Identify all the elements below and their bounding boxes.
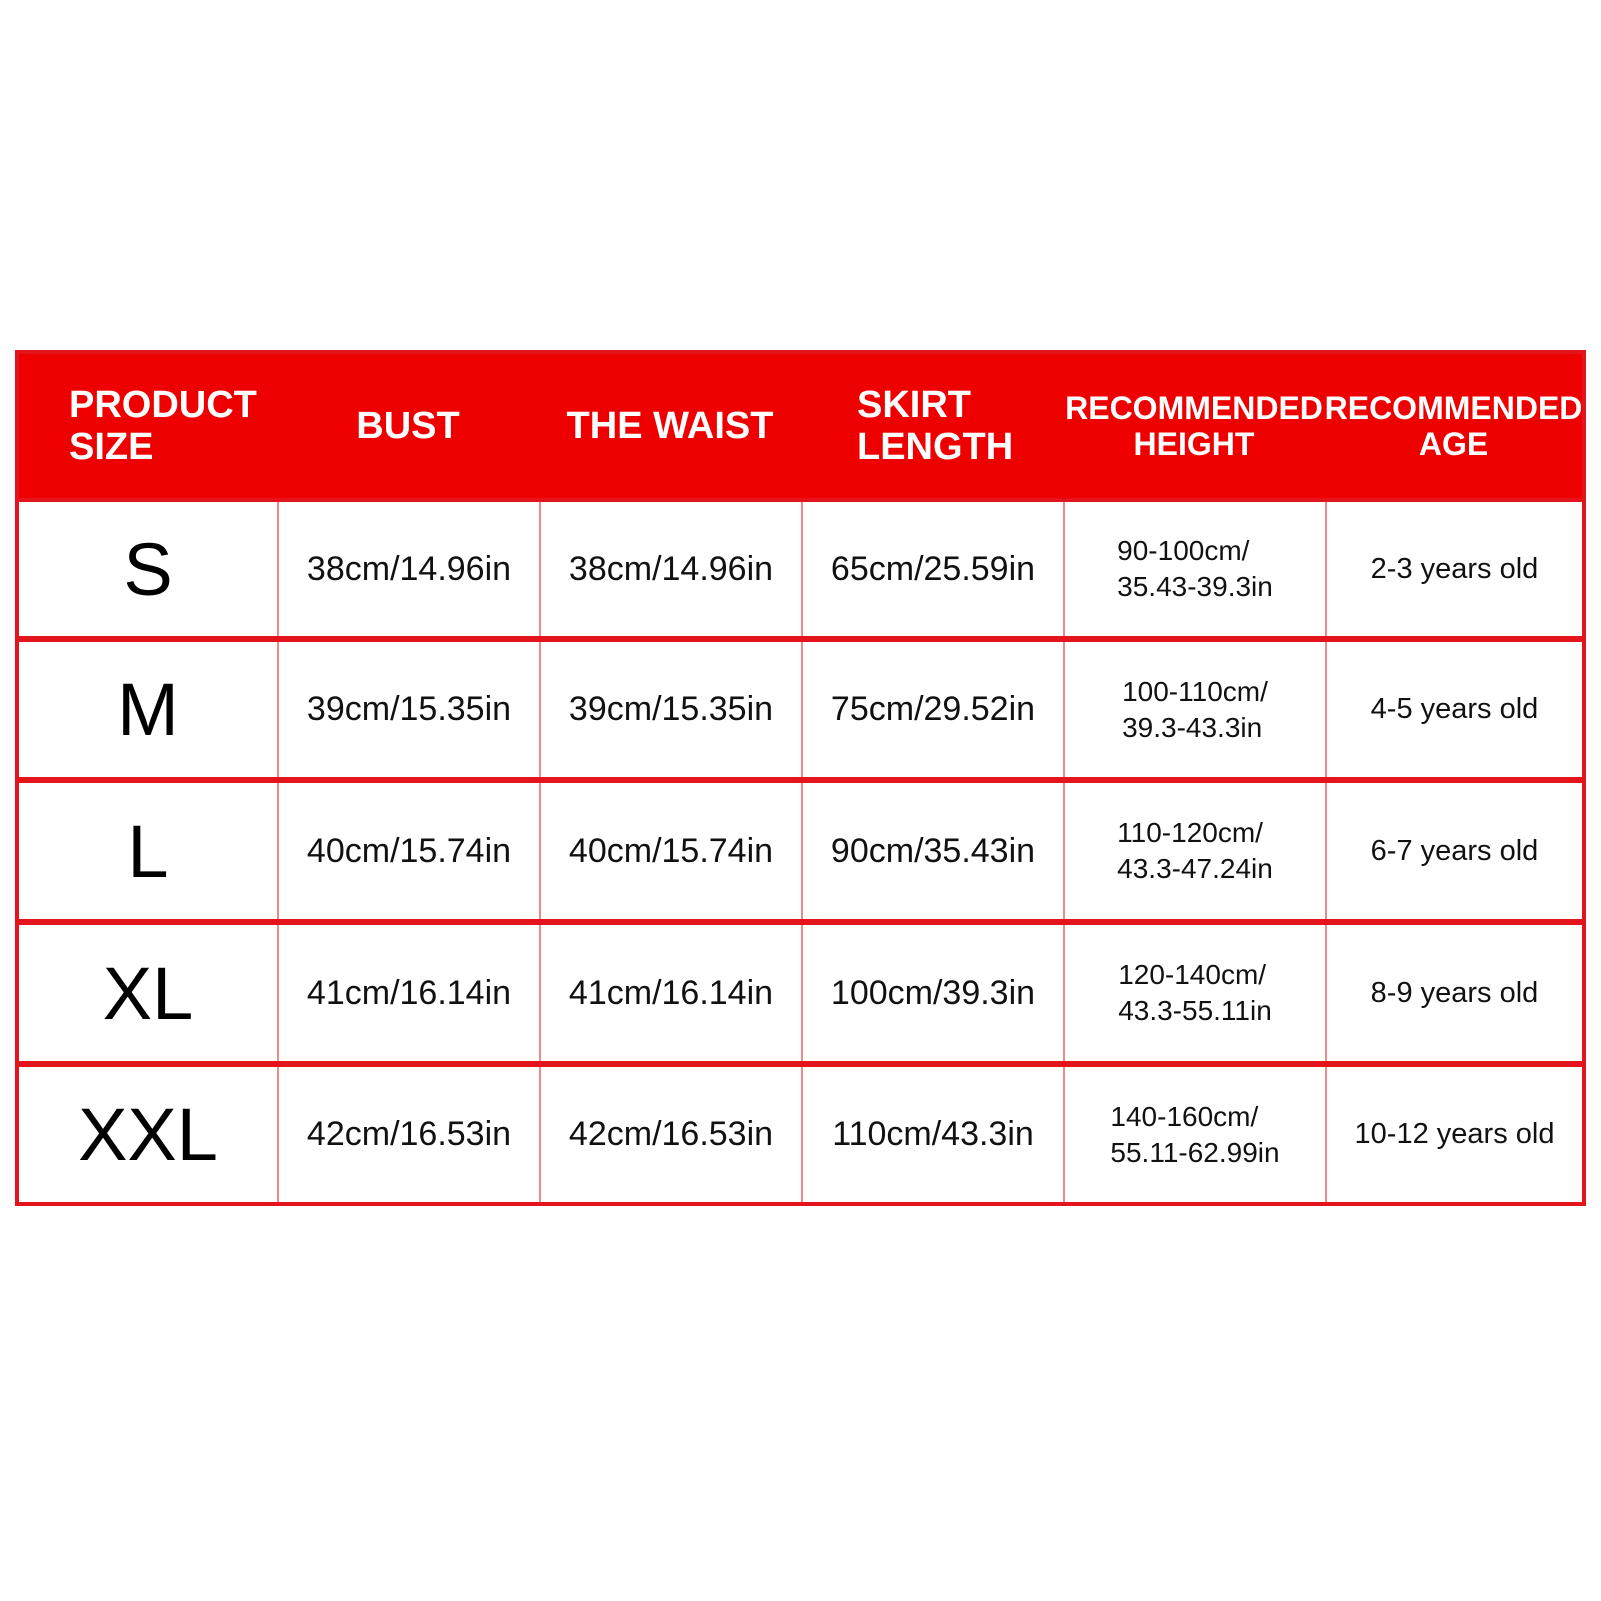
- age-cell: 8-9 years old: [1325, 925, 1582, 1061]
- bust-cell: 42cm/16.53in: [277, 1067, 539, 1202]
- header-bust: BUST: [356, 404, 460, 447]
- age-cell: 6-7 years old: [1325, 783, 1582, 919]
- height-cell: 110-120cm/ 43.3-47.24in: [1063, 783, 1325, 919]
- age-cell: 2-3 years old: [1325, 502, 1582, 636]
- skirt-length-cell: 100cm/39.3in: [801, 925, 1063, 1061]
- height-cell: 100-110cm/ 39.3-43.3in: [1063, 642, 1325, 777]
- waist-cell: 38cm/14.96in: [539, 502, 801, 636]
- bust-cell: 40cm/15.74in: [277, 783, 539, 919]
- table-row-l: [19, 783, 1582, 925]
- skirt-length-cell: 110cm/43.3in: [801, 1067, 1063, 1202]
- header-product-size: PRODUCT SIZE: [69, 384, 257, 468]
- waist-cell: 39cm/15.35in: [539, 642, 801, 777]
- size-cell: S: [123, 527, 173, 611]
- table-row-xxl: [19, 1067, 1582, 1202]
- skirt-length-cell: 90cm/35.43in: [801, 783, 1063, 919]
- size-cell: XXL: [78, 1093, 218, 1176]
- table-row-m: [19, 642, 1582, 783]
- table-row-xl: [19, 925, 1582, 1067]
- height-cell: 90-100cm/ 35.43-39.3in: [1063, 502, 1325, 636]
- age-cell: 4-5 years old: [1325, 642, 1582, 777]
- waist-cell: 40cm/15.74in: [539, 783, 801, 919]
- height-cell: 120-140cm/ 43.3-55.11in: [1063, 925, 1325, 1061]
- height-cell: 140-160cm/ 55.11-62.99in: [1063, 1067, 1325, 1202]
- size-chart-table: [15, 350, 1586, 1206]
- bust-cell: 41cm/16.14in: [277, 925, 539, 1061]
- header-recommended-height: RECOMMENDED HEIGHT: [1065, 390, 1323, 462]
- table-header-row: [19, 354, 1582, 502]
- header-waist: THE WAIST: [566, 404, 774, 447]
- bust-cell: 39cm/15.35in: [277, 642, 539, 777]
- skirt-length-cell: 75cm/29.52in: [801, 642, 1063, 777]
- waist-cell: 42cm/16.53in: [539, 1067, 801, 1202]
- header-skirt-length: SKIRT LENGTH: [857, 384, 1014, 468]
- bust-cell: 38cm/14.96in: [277, 502, 539, 636]
- size-cell: L: [127, 809, 169, 893]
- header-recommended-age: RECOMMENDED AGE: [1324, 390, 1583, 462]
- waist-cell: 41cm/16.14in: [539, 925, 801, 1061]
- skirt-length-cell: 65cm/25.59in: [801, 502, 1063, 636]
- size-cell: XL: [102, 951, 194, 1035]
- age-cell: 10-12 years old: [1325, 1067, 1582, 1202]
- table-row-s: [19, 502, 1582, 642]
- size-cell: M: [117, 668, 179, 751]
